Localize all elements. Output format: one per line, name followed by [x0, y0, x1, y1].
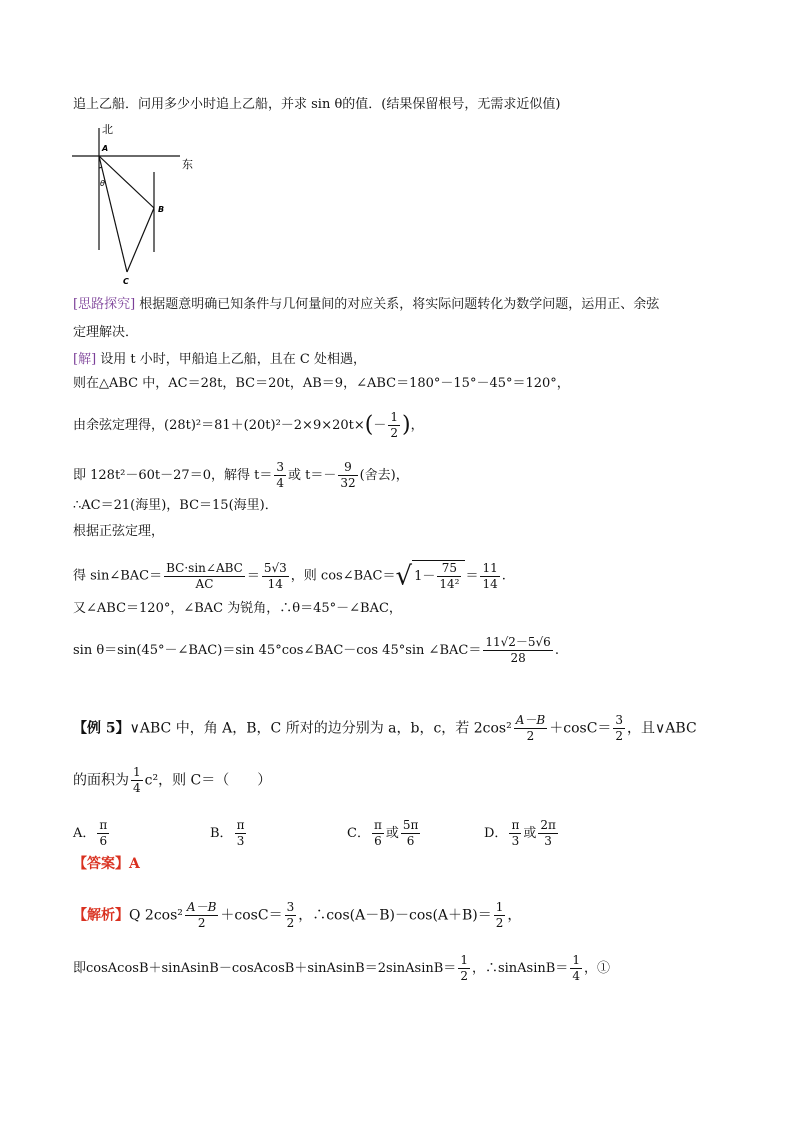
solution-line-6: 根据正弦定理，	[73, 524, 165, 539]
solution-tag: [解]	[73, 352, 97, 367]
sqrt-expression: √ 1－ $\frac{75}{\text{14²}}$	[395, 560, 465, 592]
segment-bc	[127, 208, 154, 272]
hint-line-2: 定理解决．	[73, 325, 139, 340]
option-b: B． $\frac{\pi}{3}$	[210, 818, 245, 848]
example5-line-1: 【例 5】∨ABC 中，角 A，B，C 所对的边分别为 a，b，c，若 2cos² $\frac{A-B}{2}$ ＋cosC＝ $\frac{3}{2}$ ，且∨ABC	[73, 713, 697, 743]
segment-ab	[99, 156, 154, 208]
solution-line-7: 得 sin∠BAC＝ $\frac{\text{BC·sin∠ABC}}{AC}$ ＝ $\frac{5√3}{14}$ ，则 cos∠BAC＝√ 1－ $\frac{75}{\text{14²}}$ ＝ $\frac{11}{14}$ .	[73, 560, 506, 592]
option-a: A． $\frac{\pi}{6}$	[73, 818, 108, 848]
solution-line-1: [解] 设用 t 小时，甲船追上乙船，且在 C 处相遇，	[73, 352, 366, 367]
example5-tag: 【例 5】	[73, 720, 130, 737]
solution-line-4: 即 128t²－60t－27＝0，解得 t＝ $\frac{3}{4}$ 或 t＝－ $\frac{9}{32}$ (舍去)，	[73, 460, 409, 490]
point-c-label: C	[123, 277, 129, 286]
analysis-line-2: 即cosAcosB＋sinAsinB－cosAcosB＋sinAsinB＝2sinAsinB＝ $\frac{1}{2}$ ，∴sinAsinB＝ $\frac{1}{4}$ ，①	[73, 953, 610, 983]
point-b-label: B	[158, 205, 165, 214]
segment-ac	[99, 156, 127, 272]
option-c: C． $\frac{\pi}{6}$ 或 $\frac{5\pi}{6}$	[347, 818, 419, 848]
option-d: D． $\frac{\pi}{3}$ 或 $\frac{2\pi}{3}$	[484, 818, 556, 848]
solution-line-9: sin θ＝sin(45°－∠BAC)＝sin 45°cos∠BAC－cos 45°sin ∠BAC＝ $\frac{11√2-5√6}{28}$ .	[73, 635, 559, 665]
analysis-line-1: 【解析】Q 2cos² $\frac{A-B}{2}$ ＋cosC＝ $\frac{3}{2}$ ，∴cos(A－B)－cos(A＋B)＝ $\frac{1}{2}$ ，	[73, 900, 522, 930]
problem-text: 追上乙船．问用多少小时追上乙船，并求 sin θ的值．(结果保留根号，无需求近似值)	[73, 97, 561, 112]
solution-line-8: 又∠ABC＝120°，∠BAC 为锐角，∴θ＝45°－∠BAC，	[73, 601, 402, 616]
hint-line-1: [思路探究] 根据题意明确已知条件与几何量间的对应关系，将实际问题转化为数学问题，运用正、余弦	[73, 297, 660, 312]
hint-tag: [思路探究]	[73, 297, 136, 312]
answer-tag: 【答案】	[73, 856, 129, 872]
north-label: 北	[102, 123, 113, 136]
answer-line	[73, 855, 140, 873]
geometry-figure	[68, 120, 208, 288]
point-a-label: A	[102, 144, 109, 153]
theta-label: θ	[100, 179, 105, 188]
answer-value: A	[129, 856, 140, 872]
solution-line-5: ∴AC＝21(海里)，BC＝15(海里)．	[73, 498, 278, 513]
example5-line-2: 的面积为 $\frac{1}{4}$ c²，则 C＝（ ）	[73, 765, 272, 795]
solution-line-3: 由余弦定理得，(28t)²＝81＋(20t)²－2×9×20t×(－ $\frac{1}{2}$ )，	[73, 410, 424, 440]
analysis-tag: 【解析】	[73, 907, 129, 924]
east-label: 东	[182, 158, 193, 171]
solution-line-2: 则在△ABC 中，AC＝28t，BC＝20t，AB＝9，∠ABC＝180°－15°－45°＝120°，	[73, 376, 570, 391]
